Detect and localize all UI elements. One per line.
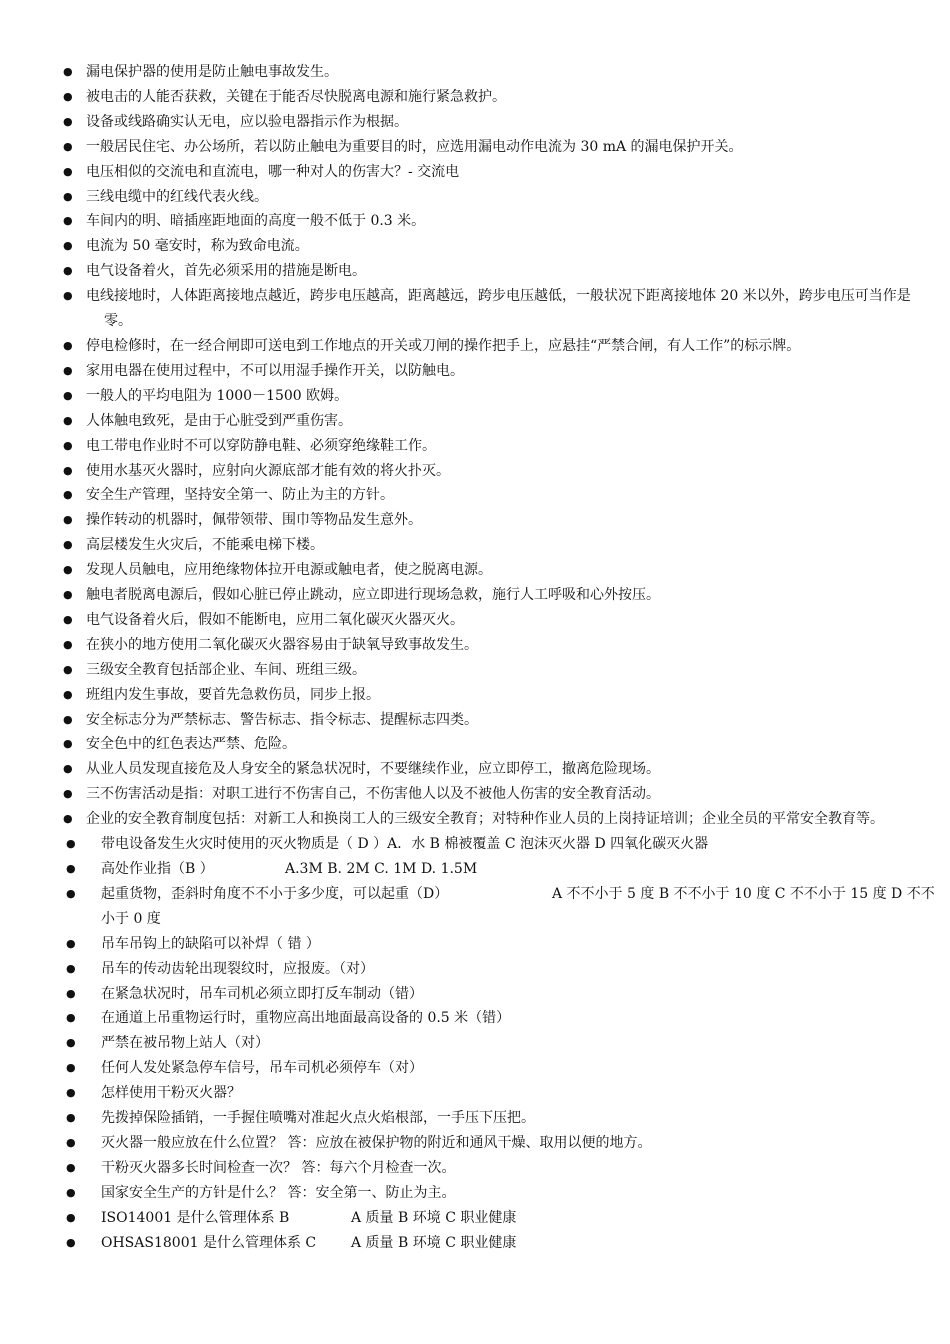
list-item (0, 508, 950, 533)
list-item (0, 434, 950, 459)
list-item (0, 234, 950, 259)
bullet-icon: ● (63, 363, 73, 377)
document-page (0, 60, 950, 1256)
list-item (0, 708, 950, 733)
bullet-icon: ● (66, 1185, 76, 1199)
list-item-text: 一般人的平均电阻为 1000－1500 欧姆。 (86, 387, 349, 404)
bullet-icon: ● (66, 961, 76, 975)
question-item (0, 932, 950, 957)
question-text (101, 1231, 936, 1256)
list-item (0, 732, 950, 757)
bullet-icon: ● (63, 687, 73, 701)
list-item-text: 停电检修时，在一经合闸即可送电到工作地点的开关或刀闸的操作把手上，应悬挂“严禁合闸，有人工作”的标示牌。 (86, 337, 801, 354)
list-item (0, 110, 950, 135)
bullet-icon: ● (63, 712, 73, 726)
question-stem: 吊车吊钩上的缺陷可以补焊（ 错 ） (101, 935, 320, 952)
question-text (101, 882, 936, 932)
bullet-icon: ● (66, 862, 76, 875)
bullet-icon: ● (63, 637, 73, 651)
list-item (0, 85, 950, 110)
list-item (0, 185, 950, 210)
question-item (0, 1181, 950, 1206)
bullet-icon: ● (66, 1210, 76, 1224)
bullet-icon: ● (66, 1135, 76, 1149)
bullet-icon: ● (63, 289, 73, 303)
list-item-text: 电线接地时，人体距离接地点越近，跨步电压越高，距离越远，跨步电压越低，一般状况下距离接地体 20 米以外，跨步电压可当作是零。 (86, 288, 911, 330)
question-text (101, 1056, 936, 1081)
list-item-text: 电工带电作业时不可以穿防静电鞋、必须穿绝缘鞋工作。 (86, 437, 436, 454)
bullet-icon: ● (63, 737, 73, 751)
bullet-icon: ● (63, 812, 73, 826)
list-item-text: 被电击的人能否获救，关键在于能否尽快脱离电源和施行紧急救护。 (86, 88, 506, 105)
list-item-text: 企业的安全教育制度包括：对新工人和换岗工人的三级安全教育；对特种作业人员的上岗持证培训；企业全员的平常安全教育等。 (86, 811, 884, 828)
question-stem: 带电设备发生火灾时使用的灭火物质是（ D ）A．水 B 棉被覆盖 C 泡沫灭火器 D 四氧化碳灭火器 (101, 836, 709, 853)
bullet-icon: ● (63, 513, 73, 527)
question-item (0, 1131, 950, 1156)
list-item (0, 459, 950, 484)
bullet-icon: ● (63, 563, 73, 577)
list-item (0, 782, 950, 807)
bullet-icon: ● (63, 538, 73, 552)
list-item-text: 安全标志分为严禁标志、警告标志、指令标志、提醒标志四类。 (86, 711, 478, 728)
question-stem: 灭火器一般应放在什么位置？ 答：应放在被保护物的附近和通风干燥、取用以便的地方。 (101, 1134, 652, 1151)
list-item-text: 电压相似的交流电和直流电，哪一种对人的伤害大？- 交流电 (86, 163, 460, 180)
question-text (101, 1031, 936, 1056)
question-item (0, 1156, 950, 1181)
bullet-icon: ● (66, 936, 76, 950)
question-text (101, 932, 936, 957)
list-item-text: 使用水基灭火器时，应射向火源底部才能有效的将火扑灭。 (86, 462, 450, 479)
list-item (0, 160, 950, 185)
bullet-icon: ● (66, 1111, 76, 1125)
list-part-b (0, 832, 950, 1255)
question-stem: 吊车的传动齿轮出现裂纹时，应报废。（对） (101, 960, 374, 977)
list-item-text: 一般居民住宅、办公场所，若以防止触电为重要目的时，应选用漏电动作电流为 30 mA 的漏电保护开关。 (86, 138, 743, 155)
list-item (0, 259, 950, 284)
question-stem: OHSAS18001 是什么管理体系 C (101, 1234, 317, 1251)
list-item-text: 电气设备着火，首先必须采用的措施是断电。 (86, 263, 366, 280)
question-item (0, 1231, 950, 1256)
list-item (0, 558, 950, 583)
list-item (0, 359, 950, 384)
question-options: A 不不小于 5 度 B 不不小于 10 度 C 不不小于 15 度 D 不不小于 0 度 (101, 885, 935, 927)
bullet-icon: ● (63, 214, 73, 228)
question-item (0, 832, 950, 857)
question-stem: 严禁在被吊物上站人（对） (101, 1035, 269, 1052)
list-item (0, 683, 950, 708)
bullet-icon: ● (66, 1086, 76, 1100)
question-stem: 在通道上吊重物运行时，重物应高出地面最高设备的 0.5 米（错） (101, 1010, 511, 1027)
list-item (0, 633, 950, 658)
question-stem: 起重货物，歪斜时角度不不小于多少度，可以起重（D） (101, 885, 449, 902)
bullet-icon: ● (66, 886, 76, 900)
list-item-text: 从业人员发现直接危及人身安全的紧急状况时，不要继续作业，应立即停工，撤离危险现场。 (86, 761, 660, 778)
question-stem: 怎样使用干粉灭火器？ (101, 1085, 241, 1102)
question-text (101, 982, 936, 1007)
question-item (0, 1081, 950, 1106)
list-item-text: 操作转动的机器时，佩带领带、围巾等物品发生意外。 (86, 512, 422, 529)
bullet-icon: ● (63, 189, 73, 203)
question-text (101, 1106, 936, 1131)
list-item-text: 电气设备着火后，假如不能断电，应用二氧化碳灭火器灭火。 (86, 611, 464, 628)
list-part-a (0, 60, 950, 832)
bullet-icon: ● (63, 139, 73, 153)
list-item-text: 人体触电致死，是由于心脏受到严重伤害。 (86, 412, 352, 429)
question-text (101, 1206, 936, 1231)
bullet-icon: ● (63, 264, 73, 278)
bullet-icon: ● (66, 1160, 76, 1174)
bullet-icon: ● (63, 388, 73, 402)
question-stem: ISO14001 是什么管理体系 B (101, 1209, 290, 1226)
list-item-text: 车间内的明、暗插座距地面的高度一般不低于 0.3 米。 (86, 213, 426, 230)
question-item (0, 1206, 950, 1231)
question-stem: 国家安全生产的方针是什么？ 答：安全第一、防止为主。 (101, 1184, 456, 1201)
question-item (0, 857, 950, 882)
question-text (101, 832, 936, 857)
question-stem: 在紧急状况时，吊车司机必须立即打反车制动（错） (101, 985, 423, 1002)
question-text (101, 857, 936, 882)
question-options: A 质量 B 环境 C 职业健康 (351, 1209, 517, 1226)
bullet-icon: ● (63, 662, 73, 676)
question-item (0, 1006, 950, 1031)
bullet-icon: ● (66, 1235, 76, 1249)
bullet-icon: ● (66, 1011, 76, 1025)
list-item (0, 409, 950, 434)
question-text (101, 1156, 936, 1181)
bullet-icon: ● (66, 1061, 76, 1075)
list-item-text: 设备或线路确实认无电，应以验电器指示作为根据。 (86, 113, 408, 130)
list-item-text: 在狭小的地方使用二氧化碳灭火器容易由于缺氧导致事故发生。 (86, 636, 478, 653)
question-stem: 干粉灭火器多长时间检查一次？ 答：每六个月检查一次。 (101, 1159, 456, 1176)
list-item (0, 60, 950, 85)
question-text (101, 1131, 936, 1156)
bullet-icon: ● (63, 438, 73, 452)
bullet-icon: ● (63, 612, 73, 626)
bullet-icon: ● (63, 488, 73, 502)
list-item-text: 电流为 50 毫安时，称为致命电流。 (86, 238, 309, 255)
bullet-icon: ● (63, 89, 73, 103)
bullet-icon: ● (63, 338, 73, 352)
question-item (0, 957, 950, 982)
question-options: A.3M B. 2M C. 1M D. 1.5M (285, 861, 478, 877)
list-item-text: 安全生产管理，坚持安全第一、防止为主的方针。 (86, 487, 394, 504)
list-item-text: 高层楼发生火灾后，不能乘电梯下楼。 (86, 537, 324, 554)
bullet-icon: ● (66, 986, 76, 1000)
list-item (0, 757, 950, 782)
list-item (0, 583, 950, 608)
list-item-text: 三线电缆中的红线代表火线。 (86, 188, 268, 205)
list-item-text: 家用电器在使用过程中，不可以用湿手操作开关，以防触电。 (86, 362, 464, 379)
question-item (0, 882, 950, 932)
list-item-text: 安全色中的红色表达严禁、危险。 (86, 736, 296, 753)
list-item-text: 发现人员触电，应用绝缘物体拉开电源或触电者，使之脱离电源。 (86, 562, 492, 579)
list-item-text: 三级安全教育包括部企业、车间、班组三级。 (86, 661, 366, 678)
question-item (0, 1031, 950, 1056)
list-item (0, 807, 950, 832)
bullet-icon: ● (66, 837, 76, 851)
bullet-icon: ● (63, 787, 73, 801)
question-text (101, 1006, 936, 1031)
list-item (0, 209, 950, 234)
list-item-text: 班组内发生事故，要首先急救伤员，同步上报。 (86, 686, 380, 703)
list-item (0, 608, 950, 633)
question-text (101, 1181, 936, 1206)
bullet-icon: ● (63, 239, 73, 253)
question-item (0, 982, 950, 1007)
question-item (0, 1106, 950, 1131)
list-item (0, 135, 950, 160)
question-options: A 质量 B 环境 C 职业健康 (351, 1234, 517, 1251)
question-text (101, 957, 936, 982)
question-stem: 高处作业指（B ） (101, 861, 214, 877)
bullet-icon: ● (63, 164, 73, 178)
bullet-icon: ● (63, 762, 73, 776)
question-stem: 任何人发处紧急停车信号，吊车司机必须停车（对） (101, 1060, 423, 1077)
list-item (0, 483, 950, 508)
list-item-text: 三不伤害活动是指：对职工进行不伤害自己，不伤害他人以及不被他人伤害的安全教育活动。 (86, 786, 660, 803)
bullet-icon: ● (63, 463, 73, 477)
list-item-text: 漏电保护器的使用是防止触电事故发生。 (86, 64, 338, 80)
question-item (0, 1056, 950, 1081)
list-item (0, 334, 950, 359)
bullet-icon: ● (63, 114, 73, 128)
list-item-text: 触电者脱离电源后，假如心脏已停止跳动，应立即进行现场急救，施行人工呼吸和心外按压。 (86, 587, 660, 604)
bullet-icon: ● (63, 65, 73, 78)
list-item (0, 658, 950, 683)
bullet-icon: ● (66, 1036, 76, 1050)
list-item (0, 384, 950, 409)
bullet-icon: ● (63, 588, 73, 602)
list-item (0, 533, 950, 558)
bullet-icon: ● (63, 413, 73, 427)
list-item (0, 284, 950, 334)
question-text (101, 1081, 936, 1106)
question-stem: 先拨掉保险插销，一手握住喷嘴对准起火点火焰根部，一手压下压把。 (101, 1110, 535, 1127)
